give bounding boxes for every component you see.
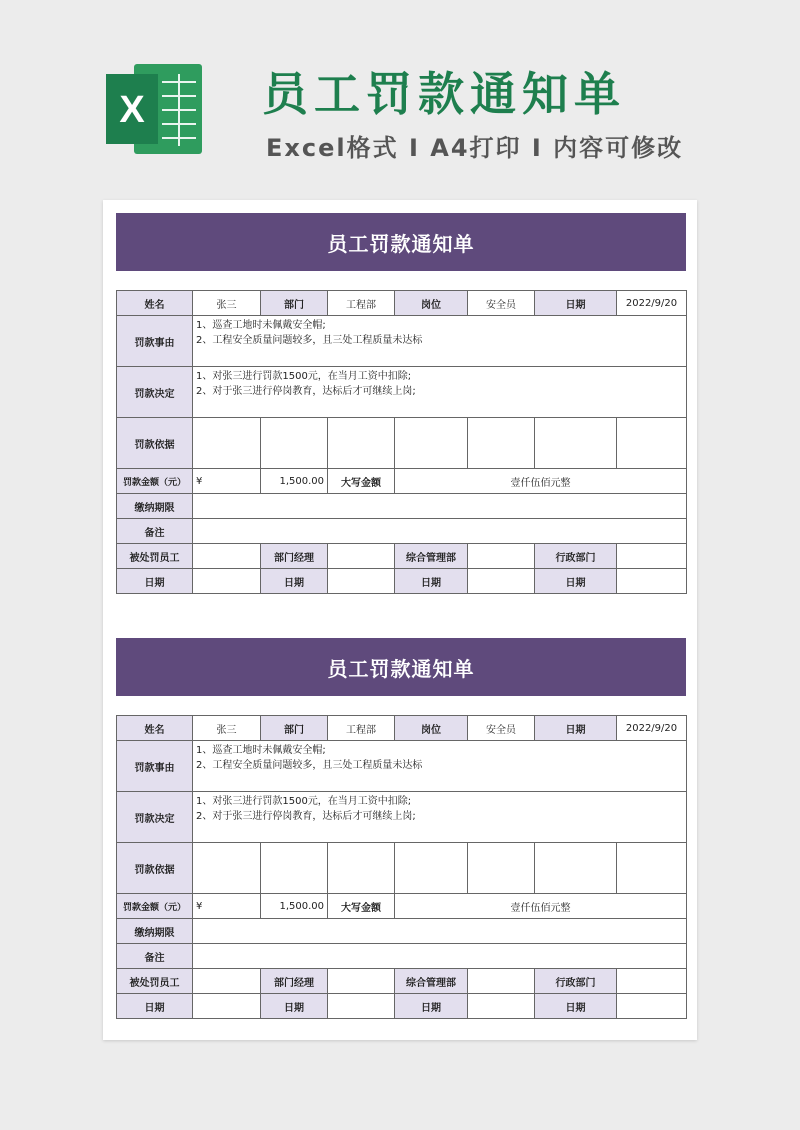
manager-sign[interactable] — [328, 969, 395, 994]
basis-cell[interactable] — [468, 843, 535, 894]
post-value[interactable]: 安全员 — [468, 291, 535, 316]
basis-cell[interactable] — [395, 843, 468, 894]
amount-value[interactable]: 1,500.00 — [261, 894, 328, 919]
row-amount — [117, 894, 687, 919]
sign-date-value[interactable] — [617, 994, 687, 1019]
sign-date-label: 日期 — [261, 994, 328, 1019]
basis-cell[interactable] — [193, 843, 261, 894]
remark-label: 备注 — [117, 519, 193, 544]
row-sign-dates — [117, 569, 687, 594]
sign-date-label: 日期 — [395, 569, 468, 594]
basis-cell[interactable] — [535, 418, 617, 469]
punished-sign[interactable] — [193, 969, 261, 994]
name-value[interactable]: 张三 — [193, 716, 261, 741]
name-value[interactable]: 张三 — [193, 291, 261, 316]
sign-date-value[interactable] — [617, 569, 687, 594]
amount-value[interactable]: 1,500.00 — [261, 469, 328, 494]
date-value[interactable]: 2022/9/20 — [617, 716, 687, 741]
admin-sign[interactable] — [617, 544, 687, 569]
form-banner: 员工罚款通知单 — [116, 213, 686, 271]
amount-caps-label: 大写金额 — [328, 894, 395, 919]
hero-title: 员工罚款通知单 — [262, 67, 626, 121]
remark-value[interactable] — [193, 944, 687, 969]
notice-form-2 — [116, 638, 686, 1019]
reason-value[interactable] — [193, 741, 687, 792]
decision-label: 罚款决定 — [117, 792, 193, 843]
row-basic-info — [117, 291, 687, 316]
decision-line-1: 1、对张三进行罚款1500元，在当月工资中扣除; — [196, 371, 412, 382]
remark-label: 备注 — [117, 944, 193, 969]
name-label: 姓名 — [117, 291, 193, 316]
basis-cell[interactable] — [617, 843, 687, 894]
row-deadline — [117, 494, 687, 519]
row-reason — [117, 741, 687, 792]
date-label: 日期 — [535, 716, 617, 741]
remark-value[interactable] — [193, 519, 687, 544]
dept-label: 部门 — [261, 291, 328, 316]
dept-value[interactable]: 工程部 — [328, 291, 395, 316]
sign-date-value[interactable] — [193, 569, 261, 594]
reason-line-1: 1、巡查工地时未佩戴安全帽; — [196, 745, 326, 756]
general-label: 综合管理部 — [395, 544, 468, 569]
admin-label: 行政部门 — [535, 969, 617, 994]
decision-value[interactable] — [193, 792, 687, 843]
general-sign[interactable] — [468, 969, 535, 994]
basis-label: 罚款依据 — [117, 843, 193, 894]
post-value[interactable]: 安全员 — [468, 716, 535, 741]
decision-value[interactable] — [193, 367, 687, 418]
admin-label: 行政部门 — [535, 544, 617, 569]
deadline-label: 缴纳期限 — [117, 919, 193, 944]
basis-cell[interactable] — [328, 843, 395, 894]
admin-sign[interactable] — [617, 969, 687, 994]
sign-date-label: 日期 — [395, 994, 468, 1019]
sign-date-label: 日期 — [535, 994, 617, 1019]
hero-subtitle: Excel格式 I A4打印 I 内容可修改 — [266, 134, 684, 162]
decision-line-1: 1、对张三进行罚款1500元，在当月工资中扣除; — [196, 796, 412, 807]
row-decision — [117, 792, 687, 843]
sign-date-label: 日期 — [117, 569, 193, 594]
basis-cell[interactable] — [617, 418, 687, 469]
row-basis — [117, 843, 687, 894]
sign-date-label: 日期 — [535, 569, 617, 594]
reason-label: 罚款事由 — [117, 316, 193, 367]
currency-symbol: ¥ — [193, 894, 261, 919]
row-reason — [117, 316, 687, 367]
basis-cell[interactable] — [395, 418, 468, 469]
amount-caps-label: 大写金额 — [328, 469, 395, 494]
punished-sign[interactable] — [193, 544, 261, 569]
manager-label: 部门经理 — [261, 544, 328, 569]
notice-table — [116, 290, 687, 594]
amount-caps-value[interactable]: 壹仟伍佰元整 — [395, 894, 687, 919]
manager-label: 部门经理 — [261, 969, 328, 994]
basis-cell[interactable] — [535, 843, 617, 894]
row-remark — [117, 519, 687, 544]
dept-label: 部门 — [261, 716, 328, 741]
currency-symbol: ¥ — [193, 469, 261, 494]
sign-date-label: 日期 — [117, 994, 193, 1019]
row-signatures — [117, 544, 687, 569]
excel-icon-letter: X — [119, 89, 145, 131]
basis-cell[interactable] — [468, 418, 535, 469]
row-signatures — [117, 969, 687, 994]
row-remark — [117, 944, 687, 969]
deadline-label: 缴纳期限 — [117, 494, 193, 519]
sign-date-value[interactable] — [193, 994, 261, 1019]
deadline-value[interactable] — [193, 919, 687, 944]
basis-cell[interactable] — [193, 418, 261, 469]
decision-line-2: 2、对于张三进行停岗教育，达标后才可继续上岗; — [196, 386, 416, 397]
excel-icon — [104, 60, 204, 158]
general-label: 综合管理部 — [395, 969, 468, 994]
form-banner: 员工罚款通知单 — [116, 638, 686, 696]
reason-line-2: 2、工程安全质量问题较多，且三处工程质量未达标 — [196, 335, 423, 346]
decision-line-2: 2、对于张三进行停岗教育，达标后才可继续上岗; — [196, 811, 416, 822]
decision-label: 罚款决定 — [117, 367, 193, 418]
sign-date-value[interactable] — [328, 994, 395, 1019]
basis-cell[interactable] — [261, 843, 328, 894]
notice-table — [116, 715, 687, 1019]
reason-label: 罚款事由 — [117, 741, 193, 792]
basis-cell[interactable] — [261, 418, 328, 469]
basis-label: 罚款依据 — [117, 418, 193, 469]
sign-date-value[interactable] — [328, 569, 395, 594]
date-label: 日期 — [535, 291, 617, 316]
amount-caps-value[interactable]: 壹仟伍佰元整 — [395, 469, 687, 494]
name-label: 姓名 — [117, 716, 193, 741]
hero-header — [0, 0, 800, 190]
punished-label: 被处罚员工 — [117, 544, 193, 569]
row-basis — [117, 418, 687, 469]
reason-line-1: 1、巡查工地时未佩戴安全帽; — [196, 320, 326, 331]
general-sign[interactable] — [468, 544, 535, 569]
row-amount — [117, 469, 687, 494]
dept-value[interactable]: 工程部 — [328, 716, 395, 741]
row-deadline — [117, 919, 687, 944]
amount-label: 罚款金额（元） — [117, 894, 193, 919]
date-value[interactable]: 2022/9/20 — [617, 291, 687, 316]
basis-cell[interactable] — [328, 418, 395, 469]
notice-form-1 — [116, 213, 686, 594]
punished-label: 被处罚员工 — [117, 969, 193, 994]
row-sign-dates — [117, 994, 687, 1019]
row-decision — [117, 367, 687, 418]
reason-line-2: 2、工程安全质量问题较多，且三处工程质量未达标 — [196, 760, 423, 771]
row-basic-info — [117, 716, 687, 741]
sign-date-value[interactable] — [468, 994, 535, 1019]
deadline-value[interactable] — [193, 494, 687, 519]
sign-date-label: 日期 — [261, 569, 328, 594]
post-label: 岗位 — [395, 716, 468, 741]
manager-sign[interactable] — [328, 544, 395, 569]
reason-value[interactable] — [193, 316, 687, 367]
post-label: 岗位 — [395, 291, 468, 316]
sign-date-value[interactable] — [468, 569, 535, 594]
amount-label: 罚款金额（元） — [117, 469, 193, 494]
